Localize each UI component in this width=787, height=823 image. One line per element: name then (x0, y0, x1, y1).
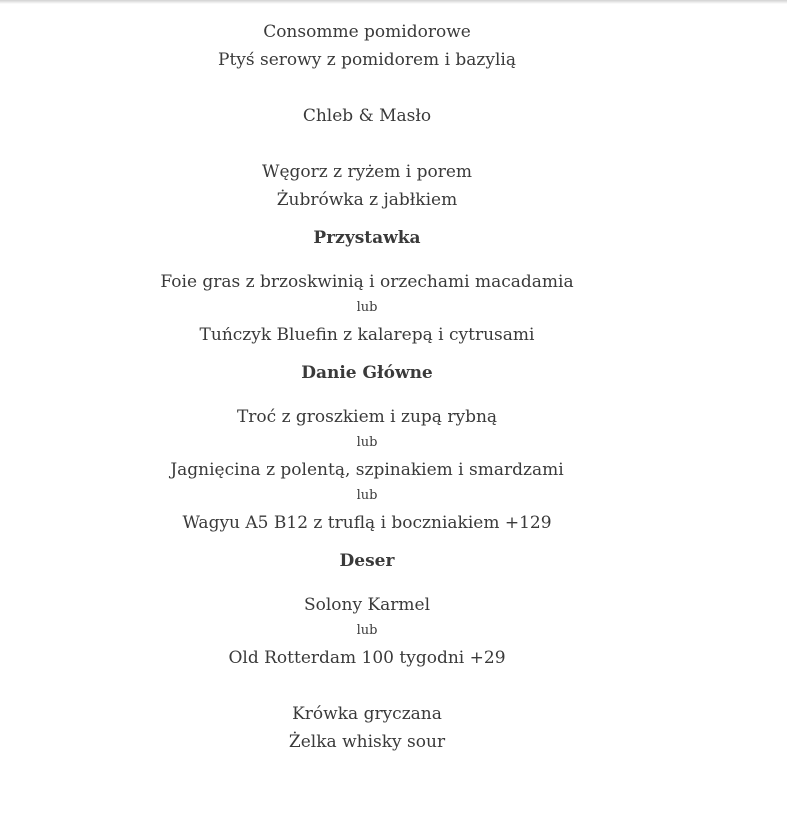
spacer (0, 672, 734, 700)
menu-item: Krówka gryczana (292, 704, 442, 724)
starter-section (0, 224, 734, 349)
section-heading-main: Danie Główne (301, 363, 433, 383)
bread-course (0, 102, 734, 130)
opening-course (0, 18, 734, 74)
menu-item: Tuńczyk Bluefin z kalarepą i cytrusami (199, 325, 535, 345)
menu-item: Foie gras z brzoskwinią i orzechami macadamia (160, 272, 574, 292)
menu-item: Ptyś serowy z pomidorem i bazylią (218, 50, 516, 70)
or-separator: lub (356, 435, 378, 450)
dessert-section (0, 547, 734, 672)
amuse-course (0, 158, 734, 214)
menu-item: Old Rotterdam 100 tygodni +29 (228, 648, 506, 668)
main-section (0, 359, 734, 537)
menu-item: Żubrówka z jabłkiem (276, 190, 458, 210)
petit-fours (0, 700, 734, 756)
menu-item: Troć z groszkiem i zupą rybną (236, 407, 498, 427)
or-separator: lub (356, 300, 378, 315)
menu-item: Wagyu A5 B12 z truflą i boczniakiem +129 (182, 513, 552, 533)
section-heading-dessert: Deser (339, 551, 395, 571)
menu-item: Chleb & Masło (302, 106, 432, 126)
menu-item: Consomme pomidorowe (263, 22, 471, 42)
menu-item: Jagnięcina z polentą, szpinakiem i smardzami (170, 460, 564, 480)
menu-item: Solony Karmel (303, 595, 431, 615)
or-separator: lub (356, 488, 378, 503)
menu-item: Węgorz z ryżem i porem (261, 162, 473, 182)
section-heading-starter: Przystawka (313, 228, 421, 248)
top-scroll-shadow (0, 0, 787, 4)
spacer (0, 130, 734, 158)
menu-item: Żelka whisky sour (288, 732, 446, 752)
or-separator: lub (356, 623, 378, 638)
tasting-menu (0, 18, 734, 756)
spacer (0, 74, 734, 102)
